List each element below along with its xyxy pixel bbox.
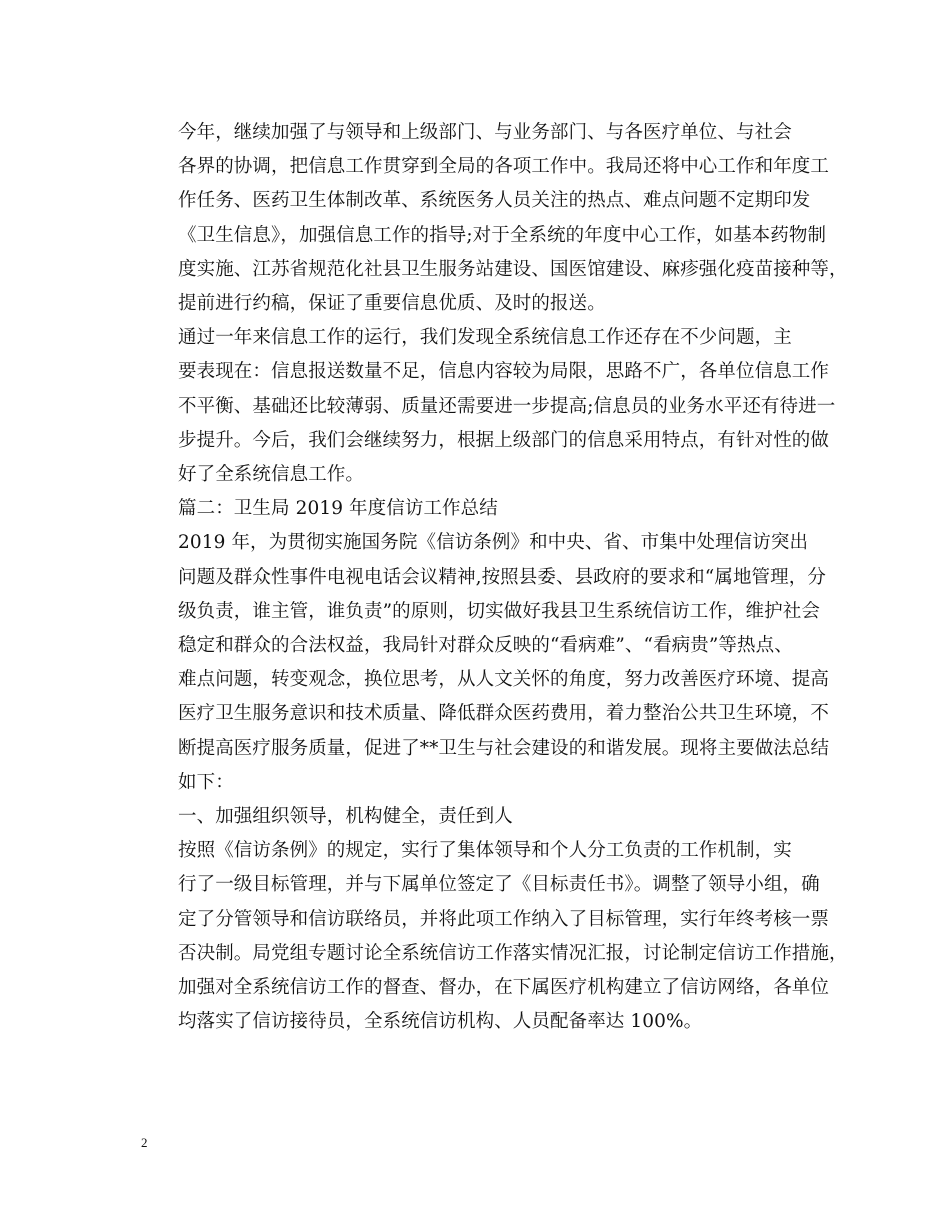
paragraph bbox=[141, 492, 811, 526]
paragraph bbox=[141, 321, 836, 492]
text-line: 均落实了信访接待员，全系统信访机构、人员配备率达 100%。 bbox=[178, 1011, 703, 1033]
text-line: 加强对全系统信访工作的督查、督办，在下属医疗机构建立了信访网络，各单位 bbox=[178, 977, 830, 999]
paragraph bbox=[141, 116, 848, 321]
text-line: 步提升。今后，我们会继续努力，根据上级部门的信息采用特点，有针对性的做 bbox=[178, 429, 830, 451]
page-number: 2 bbox=[141, 1135, 148, 1150]
text-line: 通过一年来信息工作的运行，我们发现全系统信息工作还存在不少问题，主 bbox=[178, 327, 792, 349]
text-line: 2019 年，为贯彻实施国务院《信访条例》和中央、省、市集中处理信访突出 bbox=[178, 532, 809, 554]
document-body bbox=[141, 116, 848, 1039]
text-line: 行了一级目标管理，并与下属单位签定了《目标责任书》。调整了领导小组，确 bbox=[178, 874, 820, 896]
text-line: 好了全系统信息工作。 bbox=[178, 464, 365, 486]
paragraph bbox=[141, 526, 830, 800]
text-line: 否决制。局党组专题讨论全系统信访工作落实情况汇报，讨论制定信访工作措施， bbox=[178, 942, 848, 964]
text-line: 不平衡、基础还比较薄弱、质量还需要进一步提高;信息员的业务水平还有待进一 bbox=[178, 395, 836, 417]
paragraph bbox=[141, 834, 848, 1039]
text-line: 要表现在：信息报送数量不足，信息内容较为局限，思路不广，各单位信息工作 bbox=[178, 361, 830, 383]
text-line: 《卫生信息》，加强信息工作的指导;对于全系统的年度中心工作，如基本药物制 bbox=[178, 224, 827, 246]
text-line: 一、加强组织领导，机构健全，责任到人 bbox=[178, 806, 513, 828]
text-line: 断提高医疗服务质量，促进了**卫生与社会建设的和谐发展。现将主要做法总结 bbox=[178, 737, 830, 759]
text-line: 稳定和群众的合法权益，我局针对群众反映的“看病难”、“看病贵”等热点、 bbox=[178, 635, 793, 657]
text-line: 难点问题，转变观念，换位思考，从人文关怀的角度，努力改善医疗环境、提高 bbox=[178, 669, 830, 691]
text-line: 篇二：卫生局 2019 年度信访工作总结 bbox=[178, 498, 498, 520]
text-line: 医疗卫生服务意识和技术质量、降低群众医药费用，着力整治公共卫生环境，不 bbox=[178, 703, 830, 725]
text-line: 今年，继续加强了与领导和上级部门、与业务部门、与各医疗单位、与社会 bbox=[178, 122, 792, 143]
paragraph bbox=[141, 800, 811, 834]
text-line: 定了分管领导和信访联络员，并将此项工作纳入了目标管理，实行年终考核一票 bbox=[178, 908, 830, 930]
text-line: 各界的协调，把信息工作贯穿到全局的各项工作中。我局还将中心工作和年度工 bbox=[178, 156, 830, 178]
text-line: 级负责，谁主管，谁负责”的原则，切实做好我县卫生系统信访工作，维护社会 bbox=[178, 600, 820, 622]
text-line: 提前进行约稿，保证了重要信息优质、及时的报送。 bbox=[178, 293, 606, 315]
text-line: 按照《信访条例》的规定，实行了集体领导和个人分工负责的工作机制，实 bbox=[178, 840, 792, 862]
text-line: 作任务、医药卫生体制改革、系统医务人员关注的热点、难点问题不定期印发 bbox=[178, 190, 811, 212]
text-line: 如下： bbox=[178, 771, 234, 793]
text-line: 度实施、江苏省规范化社县卫生服务站建设、国医馆建设、麻疹强化疫苗接种等， bbox=[178, 258, 848, 280]
text-line: 问题及群众性事件电视电话会议精神,按照县委、县政府的要求和“属地管理，分 bbox=[178, 566, 826, 588]
